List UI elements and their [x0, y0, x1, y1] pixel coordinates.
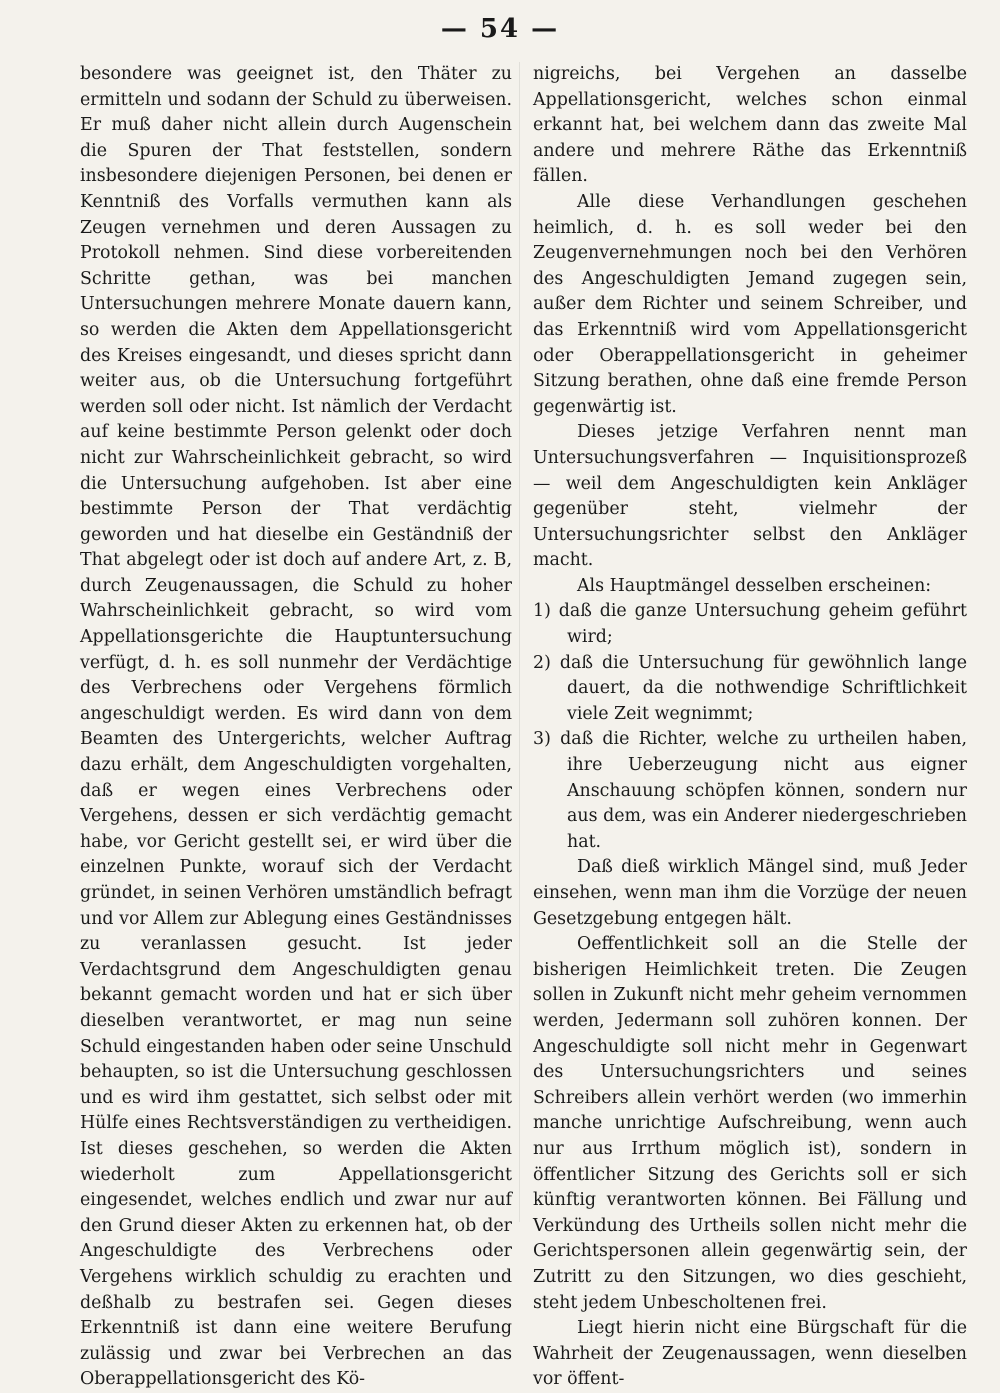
list-item: 2) daß die Untersuchung für gewöhnlich lange dauert, da die nothwendige Schriftlichkeit viele Zeit wegnimmt; [533, 652, 967, 724]
column-divider [519, 62, 520, 1222]
left-column [80, 62, 512, 1393]
paragraph: Alle diese Verhandlungen geschehen heimlich, d. h. es soll weder bei den Zeugenvernehmungen noch bei den Verhören des Angeschuldigten Jemand zugegen sein, außer dem Richter und seinem Schreiber, und das Erkenntniß wird vom Appellationsgericht oder Oberappellationsgericht in geheimer Sitzung berathen, ohne daß eine fremde Person gegenwärtig ist. [533, 191, 967, 417]
list-item: 1) daß die ganze Untersuchung geheim geführt wird; [533, 601, 967, 648]
paragraph: besondere was geeignet ist, den Thäter zu ermitteln und sodann der Schuld zu überweisen. Er muß daher nicht allein durch Augenschein die Spuren der That feststellen, sondern insbesondere diejenigen Personen, bei denen er Kenntniß des Vorfalls vermuthen kann als Zeugen vernehmen und deren Aussagen zu Protokoll nehmen. Sind diese vorbereitenden Schritte gethan, was bei manchen Untersuchungen mehrere Monate dauern kann, so werden die Akten dem Appellationsgericht des Kreises eingesandt, und dieses spricht dann weiter aus, ob die Untersuchung fortgeführt werden soll oder nicht. Ist nämlich der Verdacht auf keine bestimmte Person gelenkt oder doch nicht zur Wahrscheinlichkeit gebracht, so wird die Untersuchung aufgehoben. Ist aber eine bestimmte Person der That verdächtig geworden und hat dieselbe ein Geständniß der That abgelegt oder ist doch auf andere Art, z. B, durch Zeugenaussagen, die Schuld zu hoher Wahrscheinlichkeit gebracht, so wird vom Appellationsgerichte die Hauptuntersuchung verfügt, d. h. es soll nunmehr der Verdächtige des Verbrechens oder Vergehens förmlich angeschuldigt werden. Es wird dann von dem Beamten des Untergerichts, welcher Auftrag dazu erhält, dem Angeschuldigten vorgehalten, daß er wegen eines Verbrechens oder Vergehens, dessen er sich verdächtig gemacht habe, vor Gericht gestellt sei, er wird über die einzelnen Punkte, worauf sich der Verdacht gründet, in seinen Verhören umständlich befragt und vor Allem zur Ablegung eines Geständnisses zu veranlassen gesucht. Ist jeder Verdachtsgrund dem Angeschuldigten genau bekannt gemacht worden und hat er sich über dieselben verantwortet, er mag nun seine Schuld eingestanden haben oder seine Unschuld behaupten, so ist die Untersuchung geschlossen und es wird ihm gestattet, sich selbst oder mit Hülfe eines Rechtsverständigen zu vertheidigen. Ist dieses geschehen, so werden die Akten wiederholt zum Appellationsgericht eingesendet, welches endlich und zwar nur auf den Grund dieser Akten zu erkennen hat, ob der Angeschuldigte des Verbrechens oder Vergehens wirklich schuldig zu erachten und deßhalb zu bestrafen sei. Gegen dieses Erkenntniß ist dann eine weitere Berufung zulässig und zwar bei Verbrechen an das Oberappellationsgericht des Kö- [80, 64, 512, 1390]
paragraph: Daß dieß wirklich Mängel sind, muß Jeder einsehen, wenn man ihm die Vorzüge der neuen Gesetzgebung entgegen hält. [533, 857, 967, 929]
page-number: — 54 — [440, 14, 560, 44]
list-item: 3) daß die Richter, welche zu urtheilen haben, ihre Ueberzeugung nicht aus eigner Anschauung schöpfen können, sondern nur aus dem, was ein Anderer niedergeschrieben hat. [533, 729, 967, 852]
paragraph: Oeffentlichkeit soll an die Stelle der bisherigen Heimlichkeit treten. Die Zeugen sollen in Zukunft nicht mehr geheim vernommen werden, Jedermann soll zuhören konnen. Der Angeschuldigte soll nicht mehr in Gegenwart des Untersuchungsrichters und seines Schreibers allein verhört werden (wo immerhin manche unrichtige Aufschreibung, wenn auch nur aus Irrthum möglich ist), sondern in öffentlicher Sitzung des Gerichts soll er sich künftig verantworten können. Bei Fällung und Verkündung des Urtheils sollen nicht mehr die Gerichtspersonen allein gegenwärtig sein, der Zutritt zu den Sitzungen, wo dies geschieht, steht jedem Unbescholtenen frei. [533, 934, 967, 1313]
deficiency-list [533, 599, 967, 855]
right-column [533, 62, 967, 1393]
paragraph: Dieses jetzige Verfahren nennt man Untersuchungsverfahren — Inquisitionsprozeß — weil dem Angeschuldigten kein Ankläger gegenüber steht, vielmehr der Untersuchungsrichter selbst den Ankläger macht. [533, 422, 967, 571]
paragraph: Liegt hierin nicht eine Bürgschaft für die Wahrheit der Zeugenaussagen, wenn dieselben vor öffent- [533, 1318, 967, 1390]
paragraph: nigreichs, bei Vergehen an dasselbe Appellationsgericht, welches schon einmal erkannt hat, bei welchem dann das zweite Mal andere und mehrere Räthe das Erkenntniß fällen. [533, 64, 967, 187]
paragraph: Als Hauptmängel desselben erscheinen: [577, 575, 932, 596]
